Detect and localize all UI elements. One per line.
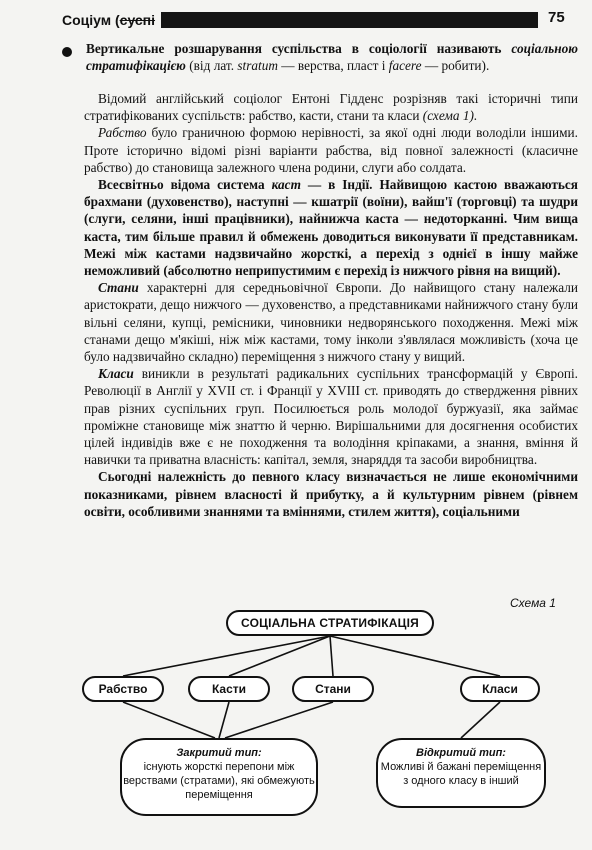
closed-type-title: Закритий тип: [176, 747, 262, 759]
schema-label: Схема 1 [510, 596, 556, 610]
body-text [84, 90, 578, 520]
page-header [0, 0, 592, 40]
section-title-struck: суспі [119, 12, 156, 28]
node-open-type [376, 738, 546, 808]
connector-slavery [123, 636, 330, 676]
connector-castes [229, 636, 330, 676]
node-closed-type [120, 738, 318, 816]
page-number: 75 [548, 9, 565, 26]
connector-estates-closed [225, 702, 333, 738]
stratification-diagram [0, 590, 592, 850]
section-title: Соціум (суспі [62, 10, 161, 30]
node-classes: Класи [460, 676, 540, 702]
paragraph-slavery: Рабство було граничною формою нерівності, за якої одні люди володіли іншими. Проте історично відомі різні варіанти рабства, від повної залежності (класичне рабство) до становища залежного члена родини, слуги або солдата. [84, 125, 578, 175]
open-type-text: Можливі й бажані переміщення з одного класу в інший [380, 761, 542, 787]
paragraph-today: Сьогодні належність до певного класу визначається не лише економічними показниками, рівнем власності й прибутку, а й культурним рівнем (рівнем освіти, особливими знаннями та вміннями, стилем життя), соціальними [84, 469, 578, 519]
bullet-icon [62, 47, 72, 57]
paragraph-giddens: Відомий англійський соціолог Ентоні Гідденс розрізняв такі історичні типи стратифікованих суспільств: рабство, касти, стани та класи (схема 1). [84, 91, 578, 124]
closed-type-text: існують жорсткі перепони між верствами (стратами), які обмежують переміщення [123, 761, 315, 801]
definition-bullet: Вертикальне розшарування суспільства в соціології називають соціальною стратифікацією (від лат. stratum — верства, пласт і facere — робити). [86, 41, 578, 74]
paragraph-estates: Стани характерні для середньовічної Європи. До найвищого стану належали аристократи, дещо нижчого — духовенство, а представниками найнижчого стану були вільні селяни, купці, ремісники, чиновники недворянського походження. Межі між станами дещо м'якіші, ніж між кастами, тому інколи з'являлася можливість (хоча це було надзвичайно складно) переміщення з нижчого стану у вищий. [84, 280, 578, 365]
node-estates: Стани [292, 676, 374, 702]
connector-estates [330, 636, 333, 676]
node-castes: Касти [188, 676, 270, 702]
connector-castes-closed [219, 702, 229, 738]
connector-classes [330, 636, 500, 676]
node-slavery: Рабство [82, 676, 164, 702]
node-social-stratification: СОЦІАЛЬНА СТРАТИФІКАЦІЯ [226, 610, 434, 636]
paragraph-castes: Всесвітньо відома система каст — в Індії. Найвищою кастою вважаються брахмани (духовенство), наступні — кшатрії (воїни), вайш'ї (торговці) та шудри (слуги, селяни, інші працівники), найнижча каста — недоторканні. Чим вища каста, тим більше правил й обмежень доводиться виконувати її представникам. Межі між кастами надзвичайно жорсткі, а перехід з однієї в іншу майже неможливий (абсолютно неприпустимим є перехід із нижчого рівня на вищий). [84, 177, 578, 279]
open-type-title: Відкритий тип: [416, 747, 506, 759]
connector-classes-open [461, 702, 500, 738]
term-social-stratification: соціальною стратифікацією [86, 41, 578, 74]
paragraph-classes: Класи виникли в результаті радикальних суспільних трансформацій у Європі. Революції в Англії у XVII ст. і Франції у XVIII ст. приводять до ствердження рівних прав різних суспільних груп. Посилюється роль молодої буржуазії, яка займає проміжне становище між знаттю й черню. Вирішальними для досягнення особистих цілей індивідів вже є не походження та володіння кріпаками, а знання, вміння й навички та приватна власність: капітал, земля, знаряддя та засоби виробництва. [84, 366, 578, 468]
connector-slavery-closed [123, 702, 215, 738]
